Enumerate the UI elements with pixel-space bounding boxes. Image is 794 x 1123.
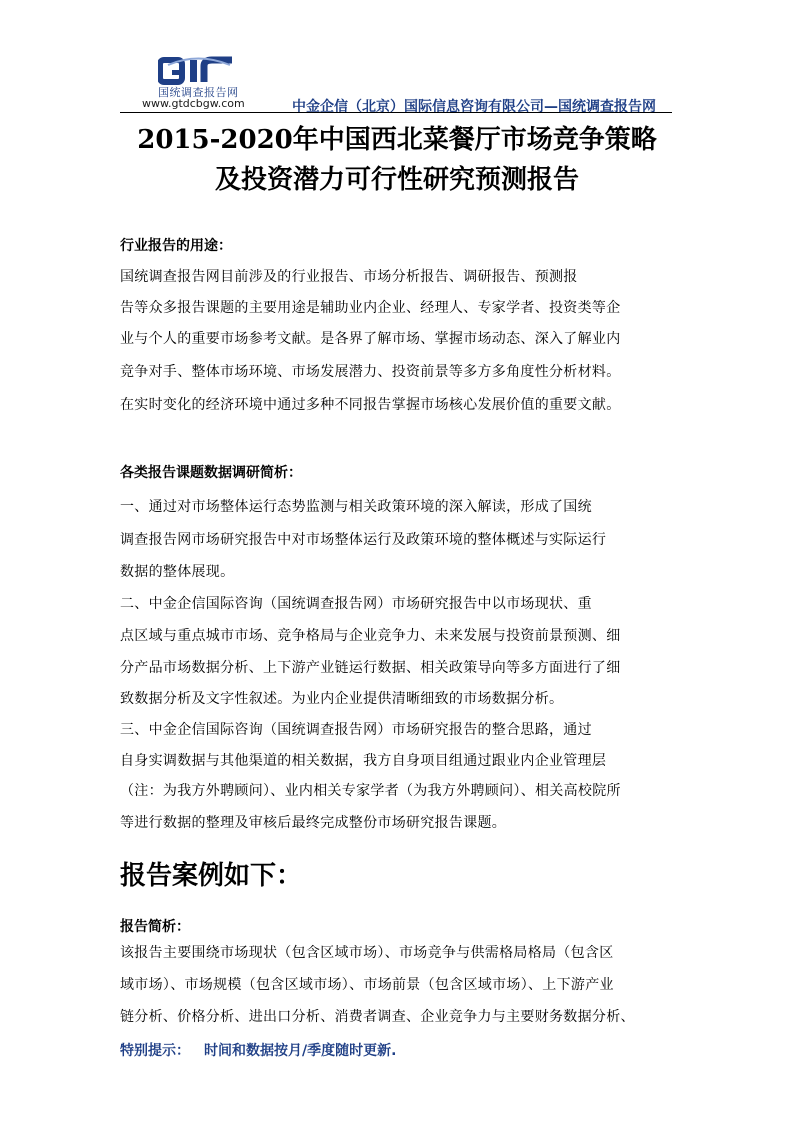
paragraph-line: 三、中金企信国际咨询（国统调查报告网）市场研究报告的整合思路，通过: [120, 722, 592, 738]
company-logo: [158, 56, 238, 86]
paragraph-line: 该报告主要围绕市场现状（包含区域市场）、市场竞争与供需格局格局（包含区: [120, 945, 614, 961]
paragraph-line: 点区域与重点城市市场、竞争格局与企业竞争力、未来发展与投资前景预测、细: [120, 628, 621, 644]
paragraph-line: 一、通过对市场整体运行态势监测与相关政策环境的深入解读，形成了国统: [120, 499, 592, 515]
paragraph-line: 二、中金企信国际咨询（国统调查报告网）市场研究报告中以市场现状、重: [120, 596, 592, 612]
paragraph-line: 致数据分析及文字性叙述。为业内企业提供清晰细致的市场数据分析。: [120, 691, 564, 707]
cases-heading: 报告案例如下：: [120, 861, 303, 891]
section-heading-analysis: 各类报告课题数据调研简析：: [120, 465, 302, 481]
report-title-line-2: 及投资潜力可行性研究预测报告: [214, 165, 579, 195]
company-name: 中金企信（北京）国际信息咨询有限公司—国统调查报告网: [292, 99, 656, 115]
section-heading-usage: 行业报告的用途：: [120, 238, 232, 254]
special-notice: [120, 1040, 396, 1060]
site-url[interactable]: www.gtdcbgw.com: [142, 97, 245, 110]
paragraph-line: 在实时变化的经济环境中通过多种不同报告掌握市场核心发展价值的重要文献。: [120, 397, 621, 413]
header-divider: [120, 112, 672, 113]
report-title-line-1: 2015-2020年中国西北菜餐厅市场竞争策略: [137, 125, 657, 155]
paragraph-line: 数据的整体展现。: [120, 564, 235, 580]
section-heading-brief: 报告简析：: [120, 919, 190, 935]
paragraph-line: 调查报告网市场研究报告中对市场整体运行及政策环境的整体概述与实际运行: [120, 532, 607, 548]
paragraph-line: 告等众多报告课题的主要用途是辅助业内企业、经理人、专家学者、投资类等企: [120, 300, 621, 316]
special-notice-label: 特别提示：: [120, 1043, 190, 1059]
paragraph-line: 等进行数据的整理及审核后最终完成整份市场研究报告课题。: [120, 815, 507, 831]
paragraph-line: 国统调查报告网目前涉及的行业报告、市场分析报告、调研报告、预测报: [120, 269, 578, 285]
paragraph-line: 域市场）、市场规模（包含区域市场）、市场前景（包含区域市场）、上下游产业: [120, 977, 614, 993]
paragraph-line: 链分析、价格分析、进出口分析、消费者调查、企业竞争力与主要财务数据分析、: [120, 1009, 635, 1025]
paragraph-line: 竞争对手、整体市场环境、市场发展潜力、投资前景等多方多角度性分析材料。: [120, 364, 621, 380]
paragraph-line: 分产品市场数据分析、上下游产业链运行数据、相关政策导向等多方面进行了细: [120, 660, 621, 676]
logo-name: 国统调查报告网: [158, 86, 239, 99]
paragraph-line: （注：为我方外聘顾问）、业内相关专家学者（为我方外聘顾问）、相关高校院所: [120, 783, 621, 799]
special-notice-text: 时间和数据按月/季度随时更新.: [204, 1043, 397, 1059]
paragraph-line: 自身实调数据与其他渠道的相关数据，我方自身项目组通过跟业内企业管理层: [120, 753, 607, 769]
paragraph-line: 业与个人的重要市场参考文献。是各界了解市场、掌握市场动态、深入了解业内: [120, 331, 621, 347]
